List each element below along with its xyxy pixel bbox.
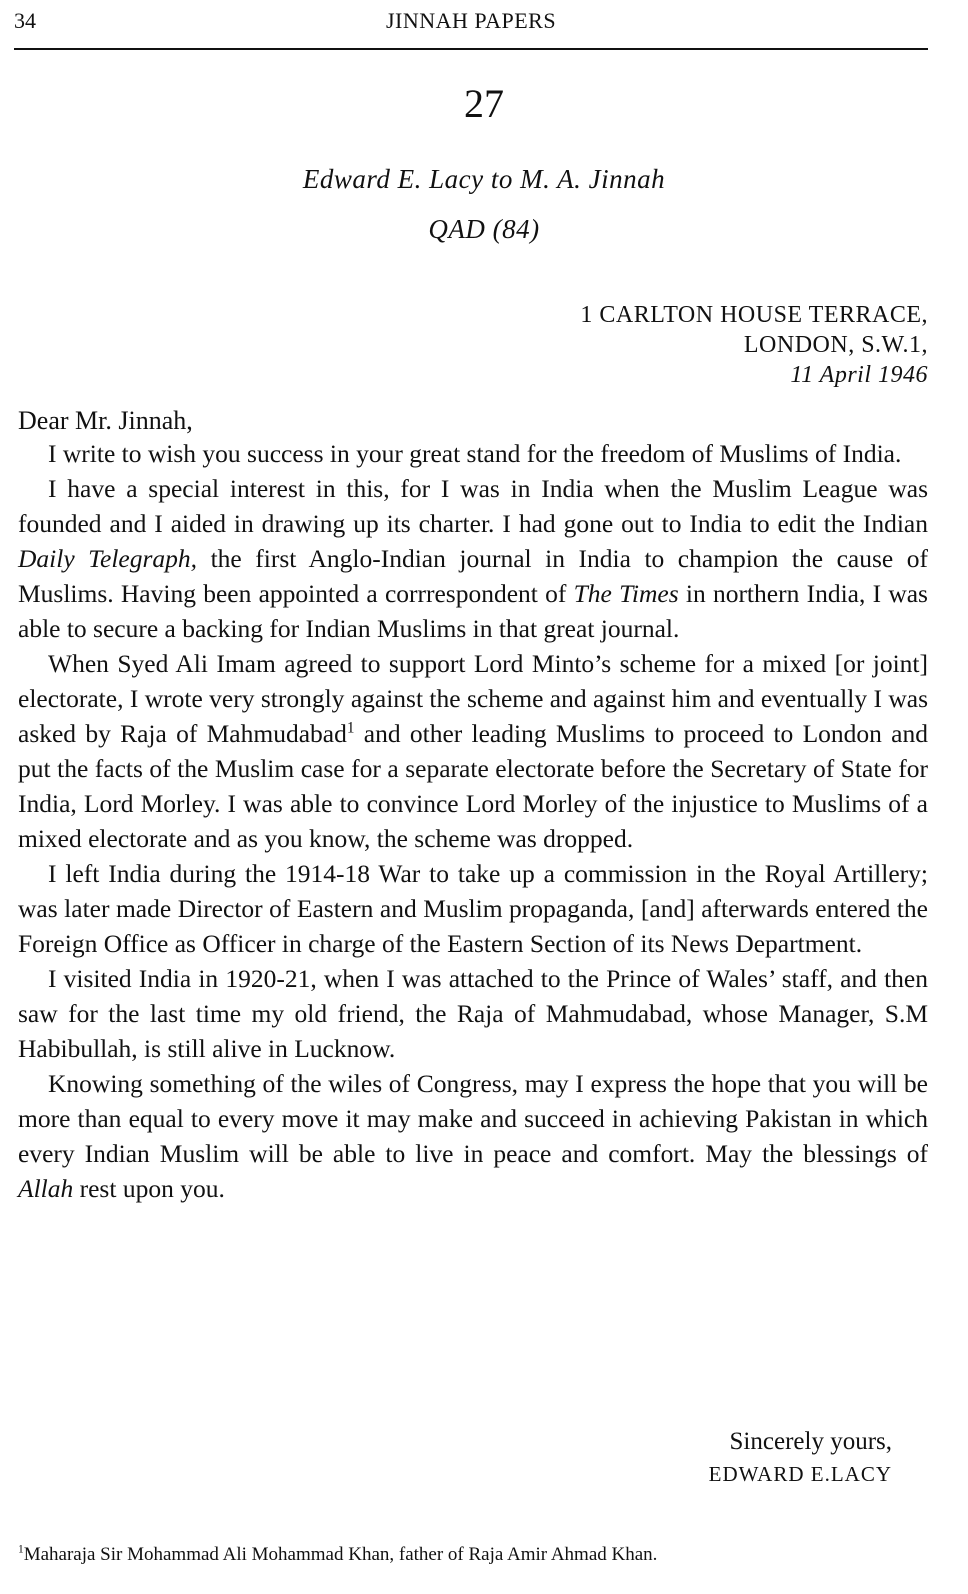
salutation: Dear Mr. Jinnah, xyxy=(18,406,193,435)
paragraph-2-text-a: I have a special interest in this, for I was in India when the Muslim League was founded and I aided in drawing up its charter. I had gone out to India to edit the Indian xyxy=(18,474,928,538)
paragraph-4: I left India during the 1914-18 War to take up a commission in the Royal Artillery; was later made Director of Eastern and Muslim propaganda, [and] afterwards entered the Foreign Office as Officer in charge of the Eastern Section of its News Department. xyxy=(18,859,928,958)
footnote-reference: 1 xyxy=(346,719,355,737)
document-reference: QAD (84) xyxy=(428,214,540,244)
paragraph-3 xyxy=(18,646,928,856)
letter-closing xyxy=(709,1426,892,1490)
paragraph-5: I visited India in 1920-21, when I was attached to the Prince of Wales’ staff, and then saw for the last time my old friend, the Raja of Mahmudabad, whose Manager, S.M Habibullah, is still alive in Lucknow. xyxy=(18,964,928,1063)
sender-address xyxy=(580,300,928,390)
paragraph-6-text-b: rest upon you. xyxy=(73,1174,225,1203)
paragraph-6 xyxy=(18,1066,928,1206)
paragraph-3-text-a: When Syed Ali Imam agreed to support Lord Minto’s scheme for a mixed [or joint] electorate, I wrote very strongly against the scheme and against him and eventually I was asked by Raja of Mahmudabad xyxy=(18,649,928,748)
footnote xyxy=(18,1544,938,1566)
paragraph-2-text-b: the first Anglo-Indian journal in India to champion the cause of Muslims. Having been appointed a corrrespondent of xyxy=(18,544,928,608)
newspaper-title: Daily Telegraph, xyxy=(18,544,198,573)
paragraph-2 xyxy=(18,471,928,646)
paragraph-6-text-a: Knowing something of the wiles of Congress, may I express the hope that you will be more than equal to every move it may make and succeed in achieving Pakistan in which every Indian Muslim will be able to live in peace and comfort. May the blessings of xyxy=(18,1069,928,1168)
document-number: 27 xyxy=(464,81,504,126)
address-line-2: LONDON, S.W.1, xyxy=(743,332,928,358)
closing-phrase: Sincerely yours, xyxy=(729,1428,892,1455)
running-title: JINNAH PAPERS xyxy=(385,8,557,33)
footnote-mark: 1 xyxy=(18,1543,24,1556)
signature-name: EDWARD E.LACY xyxy=(708,1462,892,1486)
document-title: Edward E. Lacy to M. A. Jinnah xyxy=(302,164,666,194)
footnote-text: Maharaja Sir Mohammad Ali Mohammad Khan, father of Raja Amir Ahmad Khan. xyxy=(23,1544,658,1565)
paragraph-1: I write to wish you success in your great stand for the freedom of Muslims of India. xyxy=(48,439,902,468)
running-head xyxy=(14,8,928,44)
address-line-1: 1 CARLTON HOUSE TERRACE, xyxy=(580,302,928,328)
allah-word: Allah xyxy=(18,1174,74,1203)
page-number: 34 xyxy=(14,8,36,33)
times-title: The Times xyxy=(573,579,679,608)
letter-body xyxy=(18,436,928,1206)
paragraph-2-text-c: in northern India, I was able to secure a backing for Indian Muslims in that great journal. xyxy=(18,579,928,643)
header-rule xyxy=(14,48,928,50)
letter-date: 11 April 1946 xyxy=(790,362,928,388)
paragraph-3-text-b: and other leading Muslims to proceed to London and put the facts of the Muslim case for a separate electorate before the Secretary of State for India, Lord Morley. I was able to convince Lord Morley of the injustice to Muslims of a mixed electorate and as you know, the scheme was dropped. xyxy=(18,719,928,853)
